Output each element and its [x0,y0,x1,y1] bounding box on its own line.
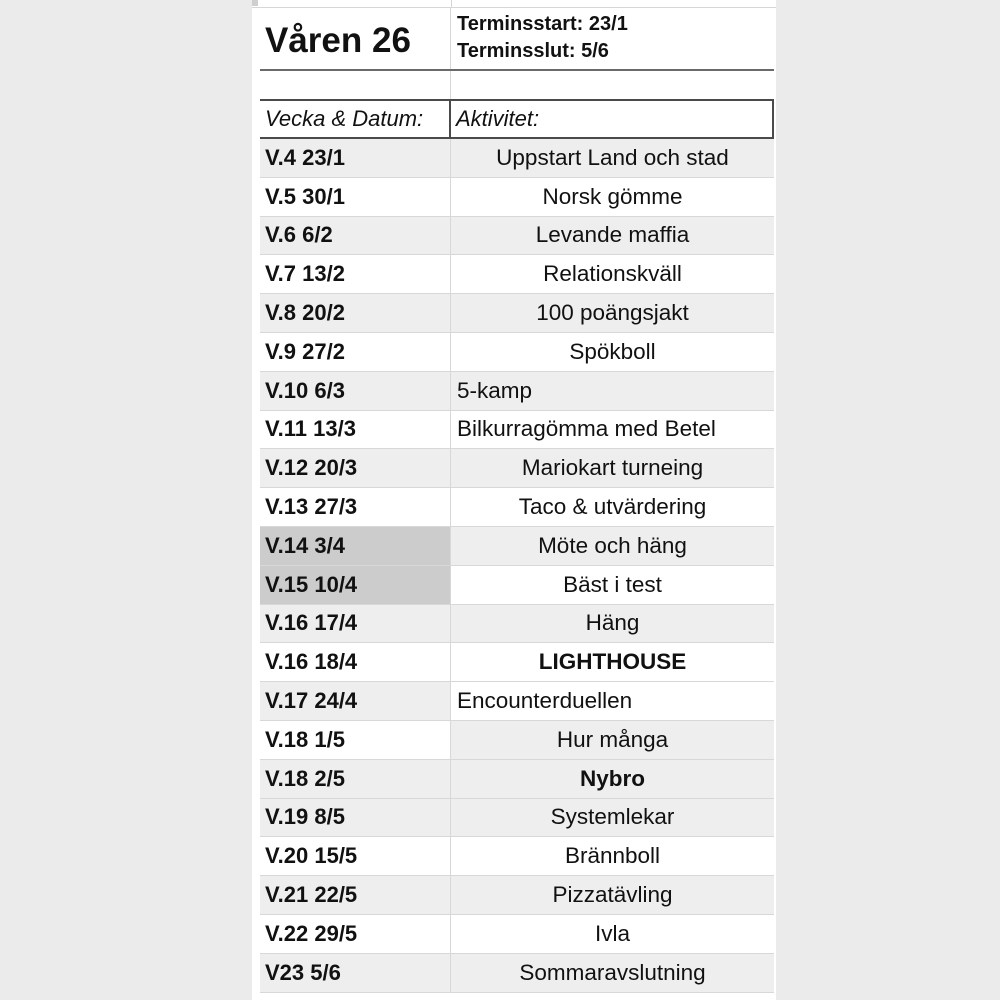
activity-cell[interactable]: Systemlekar [451,799,774,837]
table-row [260,255,774,294]
week-date-cell[interactable]: V.15 10/4 [260,566,451,604]
activity-cell[interactable]: Levande maffia [451,217,774,255]
sheet-corner [252,0,258,6]
activity-cell[interactable]: Nybro [451,760,774,798]
activity-cell[interactable]: Ivla [451,915,774,953]
activity-cell[interactable]: Taco & utvärdering [451,488,774,526]
activity-cell[interactable]: LIGHTHOUSE [451,643,774,681]
table-row [260,566,774,605]
week-date-cell[interactable]: V.7 13/2 [260,255,451,293]
term-end: Terminsslut: 5/6 [457,40,609,62]
table-row [260,333,774,372]
week-date-cell[interactable]: V.21 22/5 [260,876,451,914]
table-row [260,488,774,527]
week-date-cell[interactable]: V.19 8/5 [260,799,451,837]
week-date-cell[interactable]: V23 5/6 [260,954,451,992]
table-row [260,605,774,644]
table-row [260,411,774,450]
week-date-cell[interactable]: V.5 30/1 [260,178,451,216]
week-date-cell[interactable]: V.10 6/3 [260,372,451,410]
week-date-cell[interactable]: V.9 27/2 [260,333,451,371]
activity-cell[interactable]: Pizzatävling [451,876,774,914]
table-row [260,527,774,566]
empty-cell[interactable] [260,71,451,99]
table-row [260,721,774,760]
activity-cell[interactable]: Uppstart Land och stad [451,139,774,177]
week-date-cell[interactable]: V.8 20/2 [260,294,451,332]
week-date-cell[interactable]: V.22 29/5 [260,915,451,953]
activity-cell[interactable]: Relationskväll [451,255,774,293]
schedule-rows [260,139,774,993]
term-start: Terminsstart: 23/1 [457,13,628,35]
table-row [260,682,774,721]
table-row [260,643,774,682]
term-dates-cell[interactable] [451,7,774,69]
table-row [260,799,774,838]
week-date-cell[interactable]: V.12 20/3 [260,449,451,487]
activity-cell[interactable]: Spökboll [451,333,774,371]
table-row [260,178,774,217]
week-date-cell[interactable]: V.6 6/2 [260,217,451,255]
schedule-table [260,7,774,993]
week-date-cell[interactable]: V.17 24/4 [260,682,451,720]
header-row [260,101,774,139]
activity-cell[interactable]: Brännboll [451,837,774,875]
header-week-date[interactable]: Vecka & Datum: [260,101,451,137]
table-row [260,915,774,954]
empty-cell[interactable] [451,71,774,99]
activity-cell[interactable]: Norsk gömme [451,178,774,216]
week-date-cell[interactable]: V.18 2/5 [260,760,451,798]
table-row [260,760,774,799]
activity-cell[interactable]: Encounterduellen [451,682,774,720]
activity-cell[interactable]: Häng [451,605,774,643]
table-row [260,372,774,411]
empty-row [260,71,774,101]
week-date-cell[interactable]: V.11 13/3 [260,411,451,449]
week-date-cell[interactable]: V.20 15/5 [260,837,451,875]
activity-cell[interactable]: Bäst i test [451,566,774,604]
week-date-cell[interactable]: V.16 17/4 [260,605,451,643]
title-row [260,7,774,71]
table-row [260,449,774,488]
spreadsheet [252,0,776,1000]
table-row [260,876,774,915]
week-date-cell[interactable]: V.13 27/3 [260,488,451,526]
week-date-cell[interactable]: V.4 23/1 [260,139,451,177]
activity-cell[interactable]: Hur många [451,721,774,759]
activity-cell[interactable]: Bilkurragömma med Betel [451,411,774,449]
activity-cell[interactable]: 100 poängsjakt [451,294,774,332]
week-date-cell[interactable]: V.18 1/5 [260,721,451,759]
activity-cell[interactable]: 5-kamp [451,372,774,410]
table-row [260,294,774,333]
header-activity[interactable]: Aktivitet: [456,106,540,131]
activity-cell[interactable]: Möte och häng [451,527,774,565]
table-row [260,954,774,993]
table-row [260,139,774,178]
week-date-cell[interactable]: V.16 18/4 [260,643,451,681]
week-date-cell[interactable]: V.14 3/4 [260,527,451,565]
table-row [260,217,774,256]
activity-cell[interactable]: Sommaravslutning [451,954,774,992]
activity-cell[interactable]: Mariokart turneing [451,449,774,487]
page-title[interactable]: Våren 26 [260,7,451,69]
table-row [260,837,774,876]
